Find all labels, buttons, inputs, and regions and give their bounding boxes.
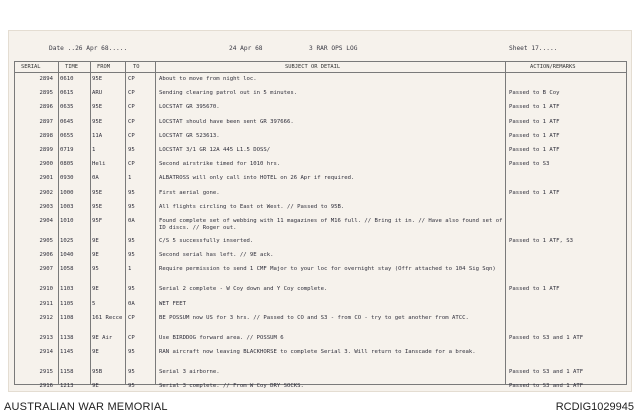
- to-cell: CP: [128, 118, 135, 125]
- serial-cell: 2900: [39, 161, 53, 168]
- from-cell: 9E: [92, 252, 99, 259]
- col-header-action: ACTION/REMARKS: [530, 64, 576, 70]
- action-cell: Passed to 1 ATF: [509, 286, 560, 293]
- serial-cell: 2899: [39, 147, 53, 153]
- page-title: 3 RAR OPS LOG: [309, 45, 358, 52]
- to-cell: 1: [128, 266, 132, 273]
- from-cell: 95F: [92, 218, 103, 224]
- subject-cell: About to move from night loc.: [159, 76, 257, 82]
- date-center: 24 Apr 68: [229, 45, 263, 52]
- time-cell: 1003: [60, 203, 74, 210]
- from-cell: 95E: [92, 118, 103, 125]
- from-cell: 1: [92, 147, 96, 153]
- table-row: [15, 119, 626, 131]
- col-header-subject: SUBJECT OR DETAIL: [285, 64, 341, 70]
- subject-cell: All flights circling to East ot West. // Passed to 95B.: [159, 203, 345, 210]
- to-cell: 95: [128, 147, 135, 153]
- time-cell: 0645: [60, 118, 74, 125]
- time-cell: 1145: [60, 349, 74, 355]
- action-cell: Passed to S3 and 1 ATF: [509, 383, 584, 390]
- to-cell: CP: [128, 132, 135, 139]
- to-cell: 95: [128, 383, 135, 390]
- time-cell: 1105: [60, 300, 74, 307]
- time-cell: 0655: [60, 132, 74, 139]
- to-cell: 0A: [128, 218, 135, 224]
- from-cell: 9E: [92, 383, 99, 390]
- from-cell: 95E: [92, 203, 103, 210]
- action-cell: Passed to B Coy: [509, 90, 560, 97]
- table-row: [15, 218, 626, 230]
- table-row: [15, 90, 626, 102]
- serial-cell: 2907: [39, 266, 53, 273]
- subject-cell: Second serial has left. // 9E ack.: [159, 252, 274, 259]
- serial-cell: 2912: [39, 314, 53, 321]
- subject-cell: LOCSTAT GR 523613.: [159, 132, 220, 139]
- from-cell: 95B: [92, 369, 103, 375]
- subject-cell: WET FEET: [159, 300, 186, 307]
- to-cell: CP: [128, 90, 135, 97]
- to-cell: CP: [128, 334, 135, 341]
- to-cell: 95: [128, 189, 135, 196]
- from-cell: 0A: [92, 175, 99, 182]
- action-cell: Passed to 1 ATF: [509, 118, 560, 125]
- time-cell: 1158: [60, 369, 74, 375]
- serial-cell: 2894: [39, 76, 53, 82]
- from-cell: ARU: [92, 90, 103, 97]
- subject-cell: ALBATROSS will only call into HOTEL on 26 Apr if required.: [159, 175, 355, 182]
- table-row: [15, 161, 626, 173]
- subject-cell: Serial 2 complete - W Coy down and Y Coy complete.: [159, 286, 328, 293]
- time-cell: 1213: [60, 383, 74, 390]
- to-cell: 0A: [128, 300, 135, 307]
- from-cell: 95E: [92, 104, 103, 111]
- subject-cell: Use BIRDDOG forward area. // POSSUM 6: [159, 334, 284, 341]
- from-cell: 9E Air: [92, 334, 113, 341]
- from-cell: 95: [92, 266, 99, 273]
- subject-cell: LOCSTAT should have been sent GR 397666.: [159, 118, 294, 125]
- to-cell: CP: [128, 76, 135, 82]
- table-row: [15, 76, 626, 88]
- to-cell: 95: [128, 238, 135, 244]
- table-row: [15, 252, 626, 264]
- sheet-number: Sheet 17.....: [509, 45, 558, 52]
- archive-id: RCDIG1029945: [555, 401, 634, 413]
- action-cell: Passed to S3: [509, 161, 550, 168]
- subject-cell: Found complete set of webbing with 11 magazines of M16 full. // Bring it in. // Have also found set of ID discs. // Roger out.: [159, 218, 503, 231]
- to-cell: CP: [128, 161, 135, 168]
- from-cell: 5: [92, 300, 96, 307]
- serial-cell: 2911: [39, 300, 53, 307]
- from-cell: Heli: [92, 161, 106, 168]
- from-cell: 9E: [92, 349, 99, 355]
- time-cell: 1138: [60, 334, 74, 341]
- serial-cell: 2895: [39, 90, 53, 97]
- to-cell: 95: [128, 349, 135, 355]
- to-cell: 95: [128, 369, 135, 375]
- action-cell: Passed to 1 ATF: [509, 189, 560, 196]
- subject-cell: RAN aircraft now leaving BLACKHORSE to complete Serial 3. Will return to Ianscade for a break.: [159, 349, 476, 355]
- table-row: [15, 286, 626, 298]
- table-row: [15, 133, 626, 145]
- header-divider: [15, 72, 626, 73]
- to-cell: 95: [128, 286, 135, 293]
- table-row: [15, 190, 626, 202]
- to-cell: 95: [128, 203, 135, 210]
- archive-footer: [0, 395, 640, 417]
- from-cell: 95E: [92, 76, 103, 82]
- time-cell: 1103: [60, 286, 74, 293]
- action-cell: Passed to S3 and 1 ATF: [509, 334, 584, 341]
- serial-cell: 2914: [39, 349, 53, 355]
- time-cell: 1058: [60, 266, 74, 273]
- time-cell: 0635: [60, 104, 74, 111]
- subject-cell: Second airstrike timed for 1010 hrs.: [159, 161, 281, 168]
- serial-cell: 2913: [39, 334, 53, 341]
- subject-cell: C/S 5 successfully inserted.: [159, 238, 254, 244]
- date-field: Date ..26 Apr 68.....: [49, 45, 128, 52]
- table-row: [15, 383, 626, 395]
- subject-cell: Serial 3 airborne.: [159, 369, 220, 375]
- subject-cell: BE POSSUM now US for 3 hrs. // Passed to CO and S3 - from CO - try to get another from ATCC.: [159, 314, 469, 321]
- from-cell: 9E: [92, 238, 99, 244]
- col-header-from: FROM: [97, 64, 110, 70]
- time-cell: 0930: [60, 175, 74, 182]
- time-cell: 1040: [60, 252, 74, 259]
- serial-cell: 2904: [39, 218, 53, 224]
- action-cell: Passed to 1 ATF: [509, 147, 560, 153]
- action-cell: Passed to 1 ATF, S3: [509, 238, 573, 244]
- from-cell: 9E: [92, 286, 99, 293]
- archive-credit: AUSTRALIAN WAR MEMORIAL: [4, 401, 168, 413]
- table-row: [15, 238, 626, 250]
- subject-cell: LOCSTAT 3/1 GR 12A 445 L1.5 DOSS/: [159, 147, 271, 153]
- table-row: [15, 175, 626, 187]
- subject-cell: Require permission to send 1 CMF Major to your loc for overnight stay (Offr attached to 104 Sig Sqn): [159, 266, 496, 273]
- to-cell: 95: [128, 252, 135, 259]
- time-cell: 1010: [60, 218, 74, 224]
- to-cell: 1: [128, 175, 132, 182]
- serial-cell: 2898: [39, 132, 53, 139]
- to-cell: CP: [128, 104, 135, 111]
- table-row: [15, 315, 626, 327]
- to-cell: CP: [128, 314, 135, 321]
- time-cell: 0719: [60, 147, 74, 153]
- serial-cell: 2910: [39, 286, 53, 293]
- col-header-time: TIME: [65, 64, 78, 70]
- time-cell: 1000: [60, 189, 74, 196]
- log-sheet: [8, 30, 632, 392]
- table-row: [15, 349, 626, 361]
- time-cell: 1025: [60, 238, 74, 244]
- time-cell: 0805: [60, 161, 74, 168]
- subject-cell: First aerial gone.: [159, 189, 220, 196]
- from-cell: 95E: [92, 189, 103, 196]
- table-row: [15, 369, 626, 381]
- time-cell: 0610: [60, 76, 74, 82]
- subject-cell: Sending clearing patrol out in 5 minutes.: [159, 90, 298, 97]
- serial-cell: 2906: [39, 252, 53, 259]
- serial-cell: 2902: [39, 189, 53, 196]
- serial-cell: 2901: [39, 175, 53, 182]
- col-header-serial: SERIAL: [21, 64, 41, 70]
- from-cell: 161 Recce: [92, 314, 123, 321]
- serial-cell: 2896: [39, 104, 53, 111]
- table-row: [15, 147, 626, 159]
- time-cell: 0615: [60, 90, 74, 97]
- ops-log-table: [14, 61, 627, 390]
- action-cell: Passed to 1 ATF: [509, 132, 560, 139]
- table-row: [15, 204, 626, 216]
- serial-cell: 2897: [39, 118, 53, 125]
- table-row: [15, 301, 626, 313]
- serial-cell: 2905: [39, 238, 53, 244]
- serial-cell: 2916: [39, 383, 53, 390]
- table-row: [15, 335, 626, 347]
- from-cell: 11A: [92, 132, 103, 139]
- table-row: [15, 266, 626, 278]
- action-cell: Passed to S3 and 1 ATF: [509, 369, 584, 375]
- subject-cell: LOCSTAT GR 395670.: [159, 104, 220, 111]
- table-row: [15, 104, 626, 116]
- time-cell: 1108: [60, 314, 74, 321]
- col-header-to: TO: [133, 64, 140, 70]
- subject-cell: Serial 3 complete. // From W Coy DRY SOCKS.: [159, 383, 304, 390]
- action-cell: Passed to 1 ATF: [509, 104, 560, 111]
- serial-cell: 2915: [39, 369, 53, 375]
- serial-cell: 2903: [39, 203, 53, 210]
